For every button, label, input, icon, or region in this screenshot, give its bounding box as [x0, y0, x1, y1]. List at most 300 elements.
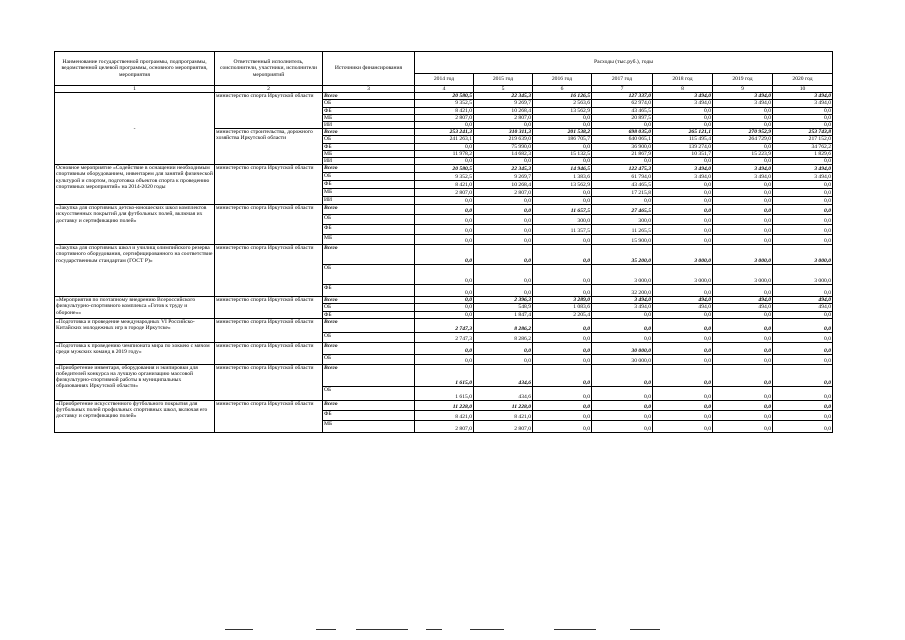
amount-cell: 0,0 [415, 225, 474, 235]
amount-cell: 3 000,0 [713, 245, 773, 265]
amount-cell: 434,6 [474, 386, 533, 400]
amount-cell: 0,0 [653, 225, 713, 235]
amount-cell: 0,0 [713, 354, 773, 364]
amount-cell: 0,0 [653, 332, 713, 342]
executor-cell: министерство спорта Иркутской области [215, 205, 323, 245]
header-source: Источники финансирования [323, 52, 415, 86]
funding-source-cell: ФБ [323, 410, 415, 420]
amount-cell: 2 807,0 [415, 420, 474, 432]
amount-cell: 0,0 [773, 114, 833, 121]
program-name-cell: «Подготовка к проведению чемпионата мира по хоккею с мячом среди мужских команд в 2019 году» [55, 342, 215, 364]
amount-cell: 265 121,1 [653, 129, 713, 136]
amount-cell: 0,0 [653, 122, 713, 129]
amount-cell: 0,0 [713, 285, 773, 297]
amount-cell: 0,0 [653, 181, 713, 189]
table-row [55, 342, 833, 354]
amount-cell: 0,0 [415, 342, 474, 354]
amount-cell: 3 494,0 [713, 173, 773, 181]
amount-cell: 20 897,5 [592, 114, 653, 121]
amount-cell: 300,0 [592, 215, 653, 225]
amount-cell: 0,0 [773, 364, 833, 386]
amount-cell: 8 421,0 [474, 410, 533, 420]
amount-cell: 0,0 [773, 285, 833, 297]
amount-cell: 0,0 [592, 311, 653, 318]
funding-source-cell: ФБ [323, 311, 415, 318]
amount-cell: 0,0 [415, 304, 474, 311]
amount-cell: 3 494,0 [653, 100, 713, 107]
amount-cell: 9 352,5 [415, 173, 474, 181]
amount-cell: 0,0 [415, 122, 474, 129]
header-index-cell: 6 [533, 86, 592, 93]
funding-source-cell: ОБ [323, 354, 415, 364]
amount-cell: 0,0 [533, 342, 592, 354]
funding-source-cell: МБ [323, 235, 415, 245]
amount-cell: 270 952,9 [713, 129, 773, 136]
amount-cell: 0,0 [773, 197, 833, 205]
amount-cell: 0,0 [713, 332, 773, 342]
amount-cell: 0,0 [533, 143, 592, 150]
funding-source-cell: Всего [323, 129, 415, 136]
funding-source-cell: ИИ [323, 122, 415, 129]
amount-cell: 219 639,0 [474, 136, 533, 143]
funding-source-cell: ОБ [323, 332, 415, 342]
amount-cell: 0,0 [533, 354, 592, 364]
amount-cell: 3 494,0 [713, 93, 773, 100]
amount-cell: 0,0 [533, 400, 592, 410]
amount-cell: 10 268,4 [474, 107, 533, 114]
amount-cell: 0,0 [592, 364, 653, 386]
amount-cell: 30 000,0 [592, 342, 653, 354]
amount-cell: 11 228,0 [474, 400, 533, 410]
amount-cell: 3 494,0 [713, 100, 773, 107]
amount-cell: 3 494,0 [713, 165, 773, 173]
amount-cell: 10 268,4 [474, 181, 533, 189]
amount-cell: 0,0 [773, 235, 833, 245]
amount-cell: 0,0 [713, 215, 773, 225]
amount-cell: 2 396,3 [474, 297, 533, 304]
amount-cell: 11 978,2 [415, 150, 474, 157]
amount-cell: 3 289,0 [533, 297, 592, 304]
amount-cell: 0,0 [773, 122, 833, 129]
funding-source-cell: Всего [323, 205, 415, 215]
amount-cell: 0,0 [653, 342, 713, 354]
budget-table [54, 51, 833, 433]
amount-cell: 0,0 [713, 318, 773, 332]
header-row [55, 52, 833, 74]
amount-cell: 0,0 [474, 285, 533, 297]
amount-cell: 2 807,0 [474, 420, 533, 432]
funding-source-cell: ОБ [323, 265, 415, 285]
amount-cell: 3 000,0 [653, 245, 713, 265]
amount-cell: 0,0 [653, 410, 713, 420]
table-row [55, 318, 833, 332]
amount-cell: 0,0 [653, 400, 713, 410]
program-name-cell: Основное мероприятие «Содействие в оснащении необходимым спортивным оборудованием, инвентарем для занятий физической культурой и спортом, подготовка объектов спорта к проведению спортивных мероприятий» на 2014-2020 годы [55, 165, 215, 205]
executor-cell: министерство спорта Иркутской области [215, 364, 323, 400]
amount-cell: 0,0 [415, 197, 474, 205]
header-year-6: 2019 год [713, 74, 773, 86]
amount-cell: 14 682,3 [474, 150, 533, 157]
amount-cell: 0,0 [653, 318, 713, 332]
amount-cell: 186 705,7 [533, 136, 592, 143]
amount-cell: 0,0 [415, 245, 474, 265]
amount-cell: 11 357,5 [533, 225, 592, 235]
amount-cell: 0,0 [653, 158, 713, 165]
amount-cell: 0,0 [533, 114, 592, 121]
amount-cell: 1 847,4 [474, 311, 533, 318]
program-name-cell: «Закупка для спортивных детско-юношеских школ комплектов искусственных покрытий для футбольных полей, включая их доставку и сертификацию полей» [55, 205, 215, 245]
amount-cell: 0,0 [773, 107, 833, 114]
funding-source-cell: ИИ [323, 158, 415, 165]
funding-source-cell: ФБ [323, 143, 415, 150]
amount-cell: 0,0 [773, 215, 833, 225]
amount-cell: 0,0 [653, 386, 713, 400]
amount-cell: 0,0 [415, 285, 474, 297]
funding-source-cell: ОБ [323, 173, 415, 181]
header-year-2: 2015 год [474, 74, 533, 86]
amount-cell: 300,0 [533, 215, 592, 225]
amount-cell: 0,0 [592, 420, 653, 432]
amount-cell: 8 421,0 [415, 181, 474, 189]
header-year-3: 2016 год [533, 74, 592, 86]
amount-cell: 3 494,0 [773, 173, 833, 181]
amount-cell: 8 286,2 [474, 318, 533, 332]
executor-cell: министерство спорта Иркутской области [215, 297, 323, 319]
amount-cell: 9 269,7 [474, 100, 533, 107]
amount-cell: 8 286,2 [474, 332, 533, 342]
amount-cell: 1 083,6 [533, 304, 592, 311]
amount-cell: 0,0 [474, 265, 533, 285]
amount-cell: 8 421,0 [415, 410, 474, 420]
amount-cell: 494,0 [773, 297, 833, 304]
funding-source-cell: МБ [323, 114, 415, 121]
funding-source-cell: МБ [323, 420, 415, 432]
header-year-7: 2020 год [773, 74, 833, 86]
amount-cell: 35 200,0 [592, 245, 653, 265]
amount-cell: 0,0 [474, 342, 533, 354]
amount-cell: 0,0 [653, 354, 713, 364]
amount-cell: 36 900,0 [592, 143, 653, 150]
amount-cell: 0,0 [773, 189, 833, 197]
amount-cell: 3 494,0 [773, 93, 833, 100]
amount-cell: 0,0 [592, 400, 653, 410]
program-name-cell: «Приобретение искусственного футбольного покрытия для футбольных полей профильных спортивных школ, включая его доставку и сертификацию полей» [55, 400, 215, 432]
amount-cell: 1 615,0 [415, 386, 474, 400]
amount-cell: 0,0 [773, 342, 833, 354]
executor-cell: министерство спорта Иркутской области [215, 165, 323, 205]
amount-cell: 3 000,0 [773, 265, 833, 285]
amount-cell: 15 132,5 [533, 150, 592, 157]
amount-cell: 3 494,0 [653, 93, 713, 100]
amount-cell: 16 126,5 [533, 93, 592, 100]
funding-source-cell: ОБ [323, 100, 415, 107]
amount-cell: 0,0 [773, 386, 833, 400]
funding-source-cell: ОБ [323, 215, 415, 225]
amount-cell: 11 657,5 [533, 205, 592, 215]
amount-cell: 0,0 [474, 122, 533, 129]
amount-cell: 253 241,3 [415, 129, 474, 136]
amount-cell: 0,0 [533, 420, 592, 432]
amount-cell: 0,0 [653, 205, 713, 215]
executor-cell: министерство спорта Иркутской области [215, 318, 323, 342]
page-footer-lines [0, 629, 905, 633]
amount-cell: 32 200,0 [592, 285, 653, 297]
amount-cell: 11 228,0 [415, 400, 474, 410]
amount-cell: 0,0 [474, 235, 533, 245]
amount-cell: 0,0 [533, 318, 592, 332]
amount-cell: 0,0 [533, 189, 592, 197]
amount-cell: 264 729,0 [713, 136, 773, 143]
amount-cell: 0,0 [713, 420, 773, 432]
amount-cell: 30 000,0 [592, 354, 653, 364]
amount-cell: 3 000,0 [653, 265, 713, 285]
amount-cell: 2 563,6 [533, 100, 592, 107]
amount-cell: 0,0 [415, 354, 474, 364]
amount-cell: 3 494,0 [592, 304, 653, 311]
funding-source-cell: Всего [323, 93, 415, 100]
header-executor: Ответственный исполнитель, соисполнители, участники, исполнители мероприятий [215, 52, 323, 86]
amount-cell: 17 215,8 [592, 189, 653, 197]
table-row [55, 245, 833, 265]
table-row [55, 400, 833, 410]
amount-cell: 0,0 [415, 143, 474, 150]
amount-cell: 0,0 [474, 158, 533, 165]
amount-cell: 13 562,9 [533, 107, 592, 114]
funding-source-cell: ФБ [323, 225, 415, 235]
amount-cell: 0,0 [415, 235, 474, 245]
funding-source-cell: ФБ [323, 181, 415, 189]
program-name-cell: «Мероприятия по поэтапному внедрению Всероссийского физкультурно-спортивного комплекса «Готов к труду и обороне»» [55, 297, 215, 319]
amount-cell: 75 990,0 [474, 143, 533, 150]
amount-cell: 9 352,5 [415, 100, 474, 107]
amount-cell: 0,0 [773, 420, 833, 432]
funding-source-cell: Всего [323, 297, 415, 304]
amount-cell: 0,0 [773, 332, 833, 342]
budget-table-sheet [54, 51, 832, 433]
amount-cell: 0,0 [773, 354, 833, 364]
amount-cell: 0,0 [773, 400, 833, 410]
amount-cell: 0,0 [713, 311, 773, 318]
amount-cell: 3 000,0 [773, 245, 833, 265]
program-name-cell: «Приобретение инвентаря, оборудования и экипировки для победителей конкурса на лучшую организацию массовой физкультурно-спортивной работы в муниципальных образованиях Иркутской области» [55, 364, 215, 400]
amount-cell: 0,0 [474, 197, 533, 205]
header-index-cell: 5 [474, 86, 533, 93]
amount-cell: 0,0 [533, 158, 592, 165]
amount-cell: 0,0 [713, 342, 773, 354]
amount-cell: 0,0 [653, 420, 713, 432]
amount-cell: 201 538,2 [533, 129, 592, 136]
amount-cell: 3 494,0 [773, 165, 833, 173]
table-row [55, 205, 833, 215]
executor-cell: министерство строительства, дорожного хозяйства Иркутской области [215, 129, 323, 165]
amount-cell: 494,0 [653, 304, 713, 311]
amount-cell: 0,0 [773, 410, 833, 420]
amount-cell: 0,0 [592, 332, 653, 342]
amount-cell: 3 494,0 [592, 297, 653, 304]
executor-cell: министерство спорта Иркутской области [215, 400, 323, 432]
header-year-4: 2017 год [592, 74, 653, 86]
program-name-cell: - [55, 93, 215, 165]
program-name-cell: «Закупка для спортивных школ и училищ олимпийского резерва спортивного оборудования, сертифицированного на соответствие государственным стандартам (ГОСТ Р)» [55, 245, 215, 297]
amount-cell: 0,0 [533, 245, 592, 265]
funding-source-cell: МБ [323, 189, 415, 197]
table-row [55, 297, 833, 304]
amount-cell: 115 495,4 [653, 136, 713, 143]
amount-cell: 2 807,0 [415, 189, 474, 197]
amount-cell: 241 263,1 [415, 136, 474, 143]
amount-cell: 61 794,0 [592, 173, 653, 181]
table-row [55, 93, 833, 100]
amount-cell: 0,0 [773, 225, 833, 235]
header-index-cell: 4 [415, 86, 474, 93]
amount-cell: 0,0 [533, 410, 592, 420]
executor-cell: министерство спорта Иркутской области [215, 245, 323, 297]
amount-cell: 2 747,3 [415, 318, 474, 332]
amount-cell: 2 205,4 [533, 311, 592, 318]
amount-cell: 0,0 [592, 158, 653, 165]
amount-cell: 122 475,3 [592, 165, 653, 173]
amount-cell: 0,0 [713, 143, 773, 150]
table-row [55, 165, 833, 173]
footer-line [316, 629, 336, 630]
amount-cell: 434,6 [474, 364, 533, 386]
amount-cell: 0,0 [713, 197, 773, 205]
amount-cell: 0,0 [415, 297, 474, 304]
header-index-cell: 7 [592, 86, 653, 93]
amount-cell: 0,0 [415, 265, 474, 285]
amount-cell: 1 829,6 [773, 150, 833, 157]
amount-cell: 0,0 [773, 158, 833, 165]
amount-cell: 2 807,0 [415, 114, 474, 121]
amount-cell: 3 000,0 [592, 265, 653, 285]
amount-cell: 0,0 [533, 332, 592, 342]
amount-cell: 0,0 [415, 215, 474, 225]
funding-source-cell: Всего [323, 245, 415, 265]
amount-cell: 34 762,2 [773, 143, 833, 150]
amount-cell: 0,0 [773, 311, 833, 318]
amount-cell: 0,0 [713, 225, 773, 235]
amount-cell: 127 337,0 [592, 93, 653, 100]
funding-source-cell: ОБ [323, 136, 415, 143]
amount-cell: 0,0 [713, 410, 773, 420]
amount-cell: 0,0 [653, 189, 713, 197]
amount-cell: 698 035,0 [592, 129, 653, 136]
funding-source-cell: Всего [323, 318, 415, 332]
funding-source-cell: Всего [323, 342, 415, 354]
amount-cell: 0,0 [713, 205, 773, 215]
amount-cell: 1 383,6 [533, 173, 592, 181]
funding-source-cell: ФБ [323, 107, 415, 114]
amount-cell: 0,0 [713, 400, 773, 410]
funding-source-cell: ИИ [323, 197, 415, 205]
amount-cell: 3 000,0 [713, 265, 773, 285]
amount-cell: 0,0 [474, 215, 533, 225]
amount-cell: 13 562,9 [533, 181, 592, 189]
funding-source-cell: ОБ [323, 386, 415, 400]
footer-line [356, 629, 408, 630]
amount-cell: 15 223,9 [713, 150, 773, 157]
amount-cell: 0,0 [713, 386, 773, 400]
funding-source-cell: Всего [323, 165, 415, 173]
amount-cell: 0,0 [592, 197, 653, 205]
funding-source-cell: МБ [323, 150, 415, 157]
amount-cell: 0,0 [474, 245, 533, 265]
amount-cell: 0,0 [533, 122, 592, 129]
funding-source-cell: Всего [323, 364, 415, 386]
amount-cell: 0,0 [653, 235, 713, 245]
footer-line [554, 629, 596, 630]
amount-cell: 0,0 [713, 114, 773, 121]
header-expenses: Расходы (тыс.руб.), годы [415, 52, 833, 74]
amount-cell: 0,0 [592, 386, 653, 400]
amount-cell: 0,0 [533, 285, 592, 297]
amount-cell: 22 345,3 [474, 93, 533, 100]
funding-source-cell: ОБ [323, 304, 415, 311]
program-name-cell: «Подготовка и проведение международных VI Российско-Китайских молодежных игр в городе Иркутске» [55, 318, 215, 342]
executor-cell: министерство спорта Иркутской области [215, 342, 323, 364]
amount-cell: 8 421,0 [415, 107, 474, 114]
amount-cell: 253 743,8 [773, 129, 833, 136]
footer-line [225, 629, 253, 630]
amount-cell: 2 807,0 [474, 189, 533, 197]
amount-cell: 494,0 [713, 297, 773, 304]
amount-cell: 0,0 [713, 364, 773, 386]
amount-cell: 0,0 [653, 285, 713, 297]
amount-cell: 3 494,0 [653, 173, 713, 181]
amount-cell: 0,0 [653, 114, 713, 121]
executor-cell: министерство спорта Иркутской области [215, 93, 323, 129]
header-index-cell: 3 [323, 86, 415, 93]
amount-cell: 640 065,1 [592, 136, 653, 143]
amount-cell: 0,0 [415, 205, 474, 215]
amount-cell: 21 867,9 [592, 150, 653, 157]
amount-cell: 0,0 [653, 215, 713, 225]
header-year-5: 2018 год [653, 74, 713, 86]
amount-cell: 62 974,0 [592, 100, 653, 107]
amount-cell: 0,0 [653, 197, 713, 205]
amount-cell: 3 494,0 [773, 100, 833, 107]
amount-cell: 494,0 [713, 304, 773, 311]
amount-cell: 548,9 [474, 304, 533, 311]
amount-cell: 27 465,5 [592, 205, 653, 215]
amount-cell: 0,0 [533, 235, 592, 245]
footer-line [630, 629, 660, 630]
amount-cell: 2 807,0 [474, 114, 533, 121]
amount-cell: 0,0 [713, 107, 773, 114]
amount-cell: 10 351,7 [653, 150, 713, 157]
amount-cell: 0,0 [533, 197, 592, 205]
amount-cell: 0,0 [773, 205, 833, 215]
footer-line [470, 629, 504, 630]
amount-cell: 43 465,5 [592, 107, 653, 114]
amount-cell: 310 311,3 [474, 129, 533, 136]
amount-cell: 0,0 [592, 410, 653, 420]
amount-cell: 3 494,0 [653, 165, 713, 173]
amount-cell: 20 580,5 [415, 93, 474, 100]
amount-cell: 20 580,5 [415, 165, 474, 173]
header-program: Наименование государственной программы, подпрограммы, ведомственной целевой программы, основного мероприятия, мероприятия [55, 52, 215, 86]
amount-cell: 0,0 [653, 107, 713, 114]
amount-cell: 0,0 [533, 265, 592, 285]
footer-line [426, 629, 442, 630]
amount-cell: 0,0 [773, 318, 833, 332]
amount-cell: 15 900,0 [592, 235, 653, 245]
amount-cell: 0,0 [474, 205, 533, 215]
header-index-cell: 1 [55, 86, 215, 93]
header-index-cell: 2 [215, 86, 323, 93]
amount-cell: 0,0 [533, 386, 592, 400]
amount-cell: 0,0 [592, 318, 653, 332]
